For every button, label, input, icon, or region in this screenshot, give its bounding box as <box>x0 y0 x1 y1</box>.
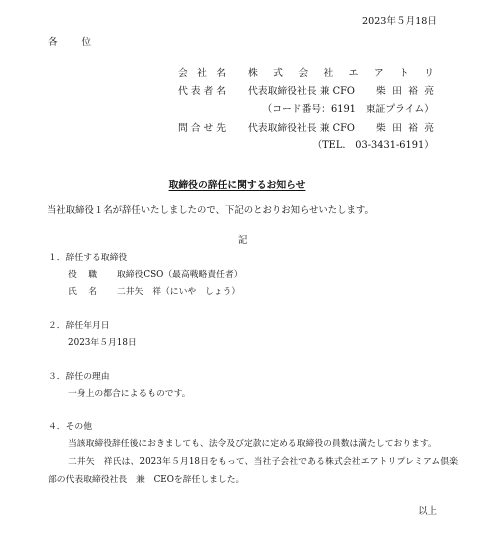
section-2-heading: ２．辞任年月日 <box>48 321 110 331</box>
representative-title: 代表取締役社長 兼 CFO <box>248 86 355 97</box>
other-line-3: 部の代表取締役社長 兼 CEOを辞任しました。 <box>48 475 245 485</box>
addressee-text: 各位 <box>48 37 91 48</box>
representative-name: 柴田裕亮 <box>376 86 434 97</box>
position-label: 役職 <box>68 270 97 280</box>
notice-title-text: 取締役の辞任に関するお知らせ <box>168 180 306 191</box>
company-name-label: 会社名 <box>178 68 226 79</box>
resignation-reason: 一身上の都合によるものです。 <box>68 389 191 399</box>
contact-title: 代表取締役社長 兼 CFO <box>248 123 355 134</box>
name-row <box>68 286 240 298</box>
contact-value <box>248 123 434 135</box>
section-1-heading: １．辞任する取締役 <box>48 253 128 263</box>
other-line-1: 当該取締役辞任後におきましても、法令及び定款に定める取締役の員数は満たしております。 <box>68 439 437 449</box>
position-value: 取締役CSO（最高戦略責任者） <box>117 270 243 280</box>
closing-text: 以上 <box>418 506 437 517</box>
contact-name: 柴田裕亮 <box>376 123 434 134</box>
telephone-note: （TEL. 03-3431-6191） <box>312 140 434 151</box>
company-name-row <box>178 68 434 80</box>
contact-label: 問合せ先 <box>178 123 226 134</box>
release-date: 2023年５月18日 <box>362 16 437 27</box>
representative-label: 代表者名 <box>178 86 226 97</box>
addressee <box>48 37 91 49</box>
name-value: 二井矢 祥（にいや しょう） <box>117 287 241 297</box>
other-line-2: 二井矢 祥氏は、2023年５月18日をもって、当社子会社である株式会社エアトリプレミアム倶楽 <box>68 457 458 467</box>
intro-text: 当社取締役１名が辞任いたしましたので、下記のとおりお知らせいたします。 <box>47 205 374 216</box>
position-row <box>68 269 243 281</box>
representative-value <box>248 86 434 98</box>
section-3-heading: ３．辞任の理由 <box>48 372 110 382</box>
notice-title <box>0 177 474 192</box>
name-label: 氏名 <box>68 287 97 297</box>
section-4-heading: ４．その他 <box>48 422 92 432</box>
representative-row <box>178 86 434 98</box>
company-name-value: 株式会社エアトリ <box>248 68 434 79</box>
contact-row <box>178 123 434 135</box>
resignation-date: 2023年５月18日 <box>68 338 137 348</box>
stock-code-note: （コード番号：6191 東証プライム） <box>262 104 434 115</box>
ki-marker: 記 <box>238 235 248 246</box>
